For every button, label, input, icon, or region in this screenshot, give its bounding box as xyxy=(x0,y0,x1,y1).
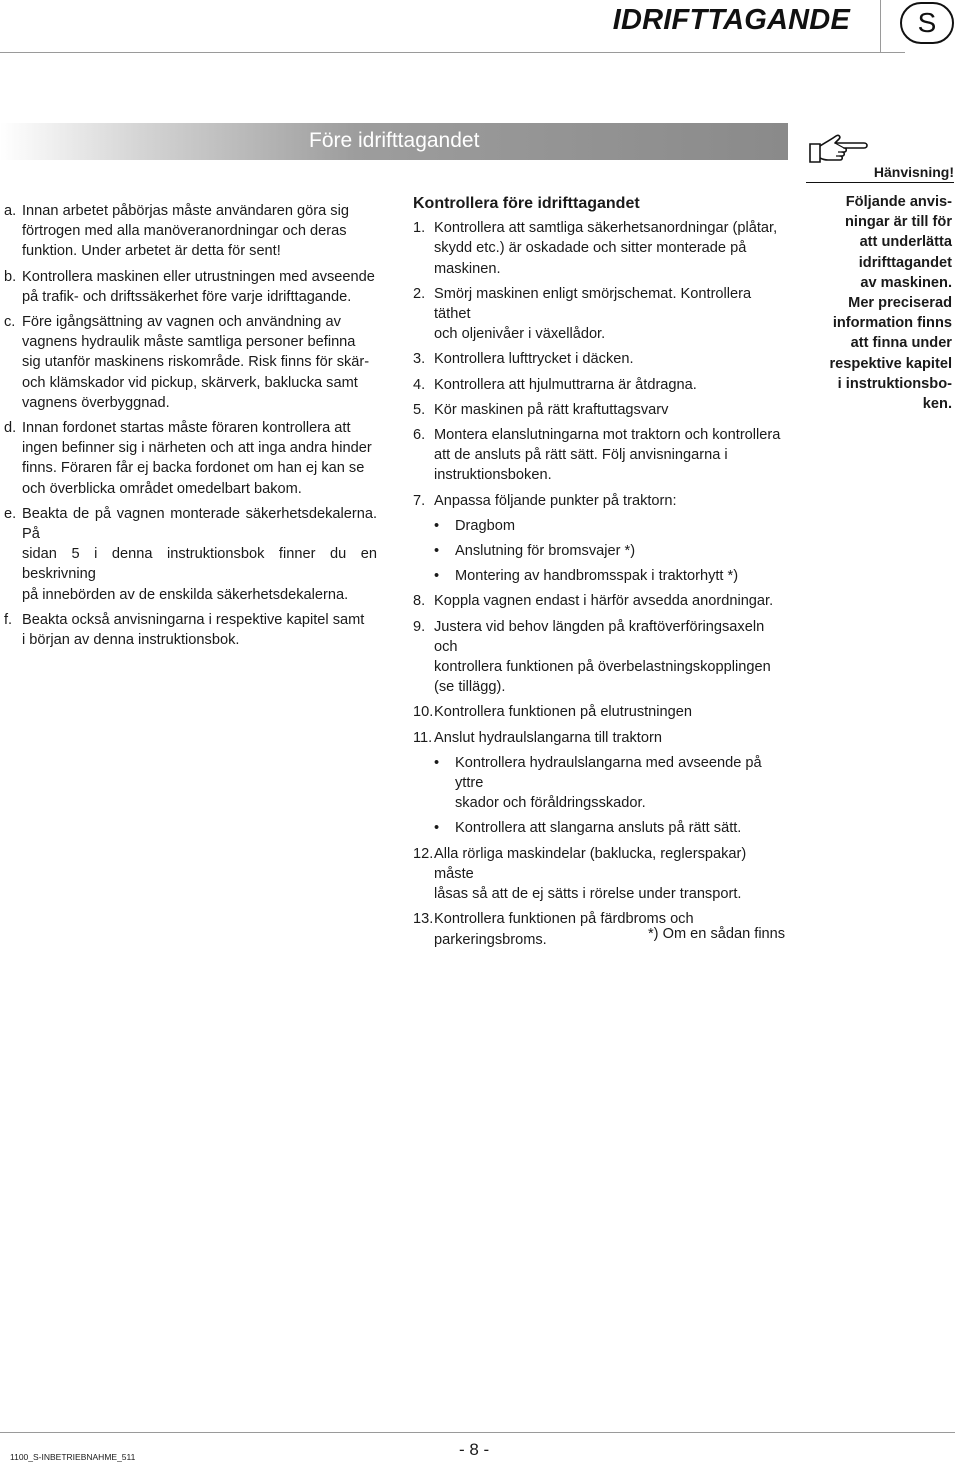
list-line: Beakta också anvisningarna i respektive kapitel samt xyxy=(22,611,365,628)
reference-line: att underlätta xyxy=(859,234,952,251)
item-line: Alla rörliga maskindelar (baklucka, reglerspakar) måste xyxy=(434,845,747,882)
bullet-item xyxy=(413,541,790,561)
item-number: 4. xyxy=(413,376,426,393)
item-number: 5. xyxy=(413,401,426,418)
item-line: Kontrollera att hjulmuttrarna är åtdragna. xyxy=(434,376,697,393)
item-line: Koppla vagnen endast i härför avsedda anordningar. xyxy=(434,593,774,610)
reference-line: Mer preciserad xyxy=(848,295,952,312)
list-item xyxy=(4,267,377,307)
reference-line: information finns xyxy=(832,315,952,332)
bullet-item xyxy=(413,753,790,814)
item-line: Justera vid behov längden på kraftöverföringsaxeln och xyxy=(434,618,765,655)
item-line: Montera elanslutningarna mot traktorn och kontrollera xyxy=(434,427,781,444)
list-line: Kontrollera maskinen eller utrustningen med avseende xyxy=(22,268,375,285)
checklist-item xyxy=(413,617,790,698)
footnote: *) Om en sådan finns xyxy=(648,926,786,942)
item-line: Kör maskinen på rätt kraftuttagsvarv xyxy=(434,401,669,418)
section-title: Före idrifttagandet xyxy=(309,129,480,152)
item-number: 11. xyxy=(413,729,433,746)
checklist-item xyxy=(413,591,790,611)
safety-list xyxy=(4,201,377,655)
item-number: 10. xyxy=(413,704,434,721)
reference-label: Hänvisning! xyxy=(873,164,954,180)
document-code: 1100_S-INBETRIEBNAHME_511 xyxy=(10,1452,136,1462)
bullet-item xyxy=(413,516,790,536)
list-marker: f. xyxy=(4,611,13,628)
bullet-item xyxy=(413,818,790,838)
header-divider-vertical xyxy=(880,0,881,52)
reference-line: respektive kapitel xyxy=(829,355,952,372)
list-line: sig utanför maskinens riskområde. Risk finns för skär- xyxy=(22,354,370,371)
checklist-title: Kontrollera före idrifttagandet xyxy=(413,195,640,212)
item-line: att de ansluts på rätt sätt. Följ anvisningarna i xyxy=(434,447,728,464)
checklist-item xyxy=(413,491,790,511)
item-line: kontrollera funktionen på överbelastningskopplingen xyxy=(434,659,771,676)
checklist-item xyxy=(413,400,790,420)
bullet-dot-icon: • xyxy=(434,754,440,771)
reference-line: ningar är till för xyxy=(844,214,952,231)
bullet-text: Dragbom xyxy=(455,517,516,534)
header-rule xyxy=(0,52,905,53)
checklist-item xyxy=(413,728,790,748)
checklist-item xyxy=(413,702,790,722)
item-number: 1. xyxy=(413,220,426,237)
item-line: Kontrollera att samtliga säkerhetsanordningar (plåtar, xyxy=(434,220,778,237)
list-line: på innebörden av de enskilda säkerhetsdekalerna. xyxy=(22,586,349,603)
checklist xyxy=(413,194,790,955)
item-line: maskinen. xyxy=(434,260,501,277)
list-marker: e. xyxy=(4,505,17,522)
reference-line: Följande anvis- xyxy=(845,194,952,210)
bullet-dot-icon: • xyxy=(434,543,440,560)
footer-rule xyxy=(0,1432,955,1433)
checklist-item xyxy=(413,844,790,905)
list-line: funktion. Under arbetet är detta för sent! xyxy=(22,243,281,260)
page-number: - 8 - xyxy=(459,1440,490,1459)
bullet-text: skador och föråldringsskador. xyxy=(455,795,646,812)
item-line: låsas så att de ej sätts i rörelse under transport. xyxy=(434,886,742,903)
section-banner xyxy=(0,123,788,160)
list-marker: c. xyxy=(4,314,16,331)
list-line: på trafik- och driftssäkerhet före varje idrifttagande. xyxy=(22,288,352,305)
checklist-item xyxy=(413,284,790,345)
checklist-item xyxy=(413,375,790,395)
item-line: Kontrollera funktionen på elutrustningen xyxy=(434,704,692,721)
item-number: 3. xyxy=(413,351,426,368)
item-line: parkeringsbroms. xyxy=(434,931,547,948)
list-line: och klämskador vid pickup, skärverk, baklucka samt xyxy=(22,374,358,391)
item-line: Anpassa följande punkter på traktorn: xyxy=(434,492,677,509)
list-line: vagnens överbyggnad. xyxy=(22,394,170,411)
bullet-item xyxy=(413,566,790,586)
list-line: förtrogen med alla manöveranordningar och deras xyxy=(22,223,347,240)
bullet-text: Kontrollera att slangarna ansluts på rätt sätt. xyxy=(455,820,742,837)
list-line: sidan 5 i denna instruktionsbok finner du en beskrivning xyxy=(22,546,377,583)
bullet-text: Montering av handbromsspak i traktorhytt *) xyxy=(455,568,739,585)
list-item xyxy=(4,610,377,650)
item-line: Smörj maskinen enligt smörjschemat. Kontrollera täthet xyxy=(434,285,752,323)
pointing-hand-icon xyxy=(808,130,870,168)
item-number: 13. xyxy=(413,911,434,928)
bullet-dot-icon: • xyxy=(434,517,440,534)
item-number: 12. xyxy=(413,845,434,862)
checklist-item xyxy=(413,349,790,369)
list-line: ingen befinner sig i närheten och att inga andra hinder xyxy=(22,440,372,457)
language-badge: S xyxy=(900,2,954,44)
list-line: i början av denna instruktionsbok. xyxy=(22,632,240,649)
item-number: 2. xyxy=(413,285,426,302)
bullet-dot-icon: • xyxy=(434,568,440,585)
list-line: vagnens hydraulik måste samtliga personer befinna xyxy=(22,334,356,351)
item-number: 8. xyxy=(413,593,426,610)
checklist-item xyxy=(413,218,790,279)
bullet-dot-icon: • xyxy=(434,820,440,837)
list-item xyxy=(4,418,377,499)
reference-line: att finna under xyxy=(850,335,952,352)
item-line: Kontrollera lufttrycket i däcken. xyxy=(434,351,634,368)
list-marker: b. xyxy=(4,268,17,285)
reference-rule xyxy=(806,182,954,183)
reference-line: i instruktionsbo- xyxy=(837,375,952,392)
list-line: Före igångsättning av vagnen och användning av xyxy=(22,314,341,331)
item-line: (se tillägg). xyxy=(434,679,506,696)
list-line: Innan arbetet påbörjas måste användaren göra sig xyxy=(22,203,349,219)
item-line: skydd etc.) är oskadade och sitter monterade på xyxy=(434,240,747,257)
list-line: Innan fordonet startas måste föraren kontrollera att xyxy=(22,420,351,437)
checklist-item xyxy=(413,425,790,486)
item-number: 6. xyxy=(413,427,426,444)
list-item xyxy=(4,504,377,605)
item-line: och oljenivåer i växellådor. xyxy=(434,326,606,343)
list-line: finns. Föraren får ej backa fordonet om han ej kan se xyxy=(22,460,365,477)
list-line: Beakta de på vagnen monterade säkerhetsdekalerna. På xyxy=(22,505,377,543)
list-item xyxy=(4,312,377,413)
list-marker: d. xyxy=(4,420,17,437)
bullet-text: Anslutning för bromsvajer *) xyxy=(455,543,636,560)
reference-line: ken. xyxy=(922,396,952,413)
item-line: instruktionsboken. xyxy=(434,467,552,484)
list-marker: a. xyxy=(4,203,17,219)
reference-line: idrifttagandet xyxy=(858,254,952,271)
item-line: Kontrollera funktionen på färdbroms och xyxy=(434,911,694,928)
item-number: 7. xyxy=(413,492,426,509)
page-title: IDRIFTTAGANDE xyxy=(612,4,850,36)
item-line: Anslut hydraulslangarna till traktorn xyxy=(434,729,662,746)
list-line: och överblicka området omedelbart bakom. xyxy=(22,480,302,497)
reference-line: av maskinen. xyxy=(860,274,952,291)
reference-note xyxy=(806,192,952,414)
list-item xyxy=(4,201,377,262)
item-number: 9. xyxy=(413,618,426,635)
bullet-text: Kontrollera hydraulslangarna med avseende på yttre xyxy=(455,754,762,792)
